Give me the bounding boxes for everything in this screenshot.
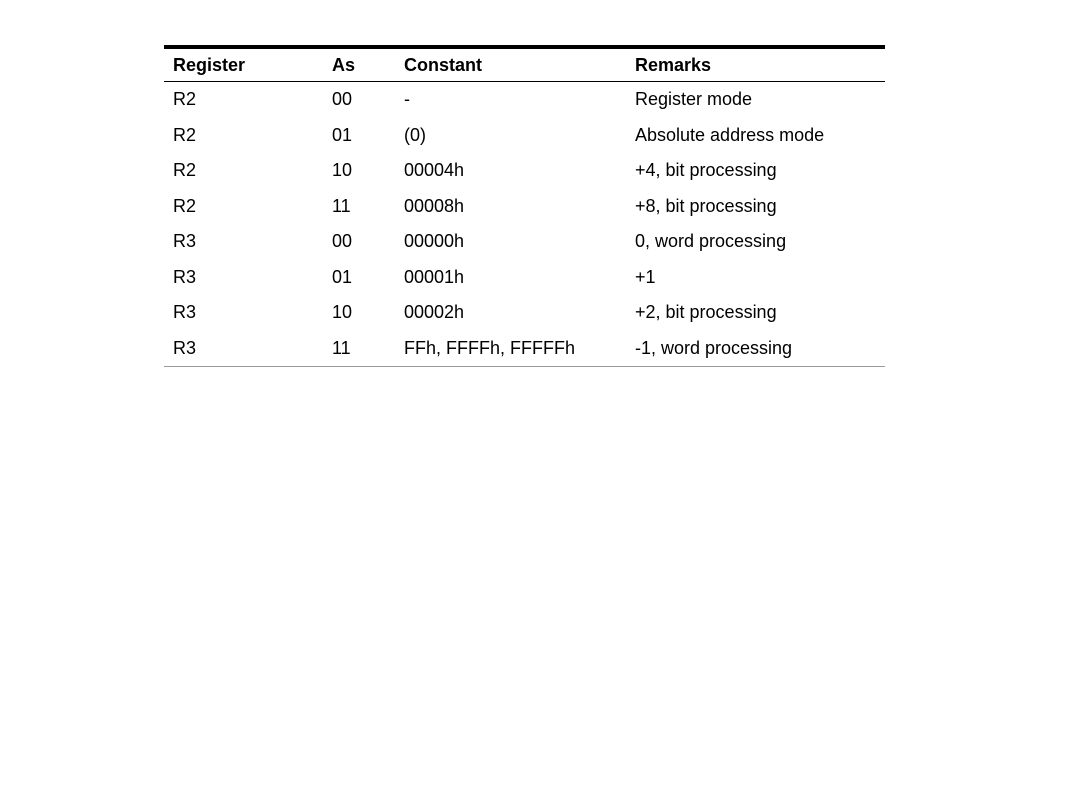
cell-constant: 00008h [404,195,465,216]
table-row [164,82,885,118]
table-row [164,153,885,189]
cell-as: 00 [332,89,353,110]
header-register: Register [164,47,323,82]
cell-remarks: +4, bit processing [635,160,777,181]
cell-register: R3 [173,231,197,252]
table-row [164,118,885,154]
cell-as: 10 [332,160,353,181]
table-row [164,260,885,296]
cell-constant: 00001h [404,266,465,287]
cell-as: 00 [332,231,353,252]
cell-register: R2 [173,160,197,181]
cell-remarks: +8, bit processing [635,195,777,216]
cell-remarks: +1 [635,266,656,287]
cell-register: R2 [173,195,197,216]
cell-constant: 00000h [404,231,465,252]
table-row [164,295,885,331]
header-row [164,47,885,82]
cell-as: 10 [332,302,353,323]
table-row [164,331,885,367]
cell-as: 01 [332,124,353,145]
cell-remarks: -1, word processing [635,337,793,358]
header-constant: Constant [395,47,626,82]
cell-constant: FFh, FFFFh, FFFFFh [404,337,575,358]
cell-remarks: Register mode [635,89,753,110]
cell-constant: 00002h [404,302,465,323]
header-as: As [323,47,395,82]
cell-register: R3 [173,302,197,323]
cell-remarks: +2, bit processing [635,302,777,323]
cell-remarks: 0, word processing [635,231,787,252]
cell-constant: (0) [404,124,426,145]
table-row [164,224,885,260]
cell-register: R2 [173,124,197,145]
header-remarks: Remarks [626,47,885,82]
table-row [164,189,885,225]
cell-register: R2 [173,89,197,110]
cell-as: 01 [332,266,353,287]
cell-register: R3 [173,266,197,287]
cell-remarks: Absolute address mode [635,124,825,145]
table-header [164,47,885,82]
cell-as: 11 [332,195,351,216]
cell-constant: 00004h [404,160,465,181]
table-body [164,82,885,367]
cell-constant: - [404,89,410,110]
constant-generator-table [164,45,885,367]
cell-register: R3 [173,337,197,358]
cell-as: 11 [332,337,351,358]
